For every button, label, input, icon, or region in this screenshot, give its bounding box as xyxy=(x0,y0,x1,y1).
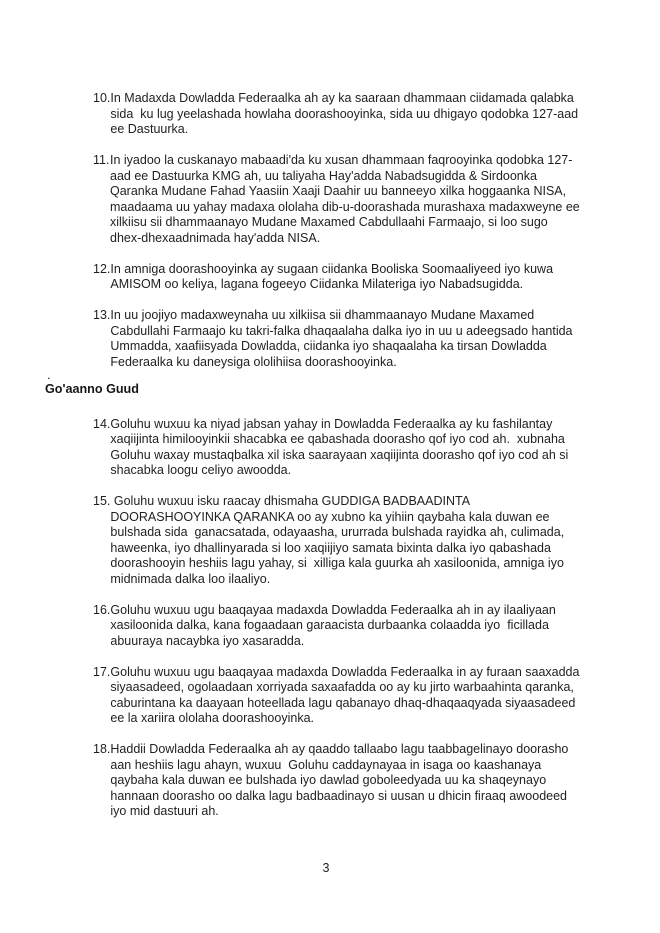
page-number: 3 xyxy=(322,861,330,875)
item-text: Goluhu wuxuu ugu baaqayaa madaxda Dowladda Federaalka in ay furaan saaxadda siyaasadeed, ogolaadaan xorriyada saxaafadda oo ay ku jirto warbaahinta qaranka, caburintana ka daayaan hoteellada lagu qabanayo dhaq-dhaqaaqyada siyaasadeed ee la xariira ololaha doorashooyinka. xyxy=(110,664,583,725)
list-item xyxy=(93,494,660,587)
list-item xyxy=(93,153,660,246)
list-item xyxy=(93,308,660,370)
item-text: Goluhu wuxuu isku raacay dhismaha GUDDIGA BADBAADINTA DOORASHOOYINKA QARANKA oo ay xubno ka yihiin qaybaha kala duwan ee bulshada sida ganacsatada, odayaasha, ururrada bulshada rayidka ah, culimada, haweenka, iyo dhallinyarada si loo xaqiijiyo samata bixinta dalka iyo qabashada doorashooyin heshiis lagu yahay, si xilliga kala guurka ah xasiloonida, amniga iyo midnimada dalka loo ilaaliyo. xyxy=(110,494,568,586)
list-item xyxy=(93,91,660,138)
item-text: In iyadoo la cuskanayo mabaadi'da ku xusan dhammaan faqrooyinka qodobka 127-aad ee Dastuurka KMG ah, uu taliyaha Hay'adda Nabadsugidda & Sirdoonka Qaranka Mudane Fahad Yaasiin Xaaji Daahir uu banneeyo xilka hoggaanka NISA, maadaama uu yahay madaxa ololaha dib-u-doorashada murashaxa madaxweyne ee xilkiisu sii dhammaanayo Mudane Maxamed Cabdullaahi Farmaajo, si loo sugo dhex-dhexaadnimada hay'adda NISA. xyxy=(110,153,584,245)
item-text: In Madaxda Dowladda Federaalka ah ay ka saaraan dhammaan ciidamada qalabka sida ku lug yeelashada howlaha doorashooyinka, sida uu dhigayo qodobka 127-aad ee Dastuurka. xyxy=(110,91,582,136)
stray-period-mark: . xyxy=(47,368,51,382)
item-number: 10. xyxy=(93,91,111,105)
item-text: In amniga doorashooyinka ay sugaan ciidanka Booliska Soomaaliyeed iyo kuwa AMISOM oo keliya, lagana fogeeyo Ciidanka Milateriga iyo Nabadsugidda. xyxy=(110,261,556,291)
numbered-list-items-10-13 xyxy=(0,91,660,370)
item-number: 11. xyxy=(93,153,110,167)
item-number: 18. xyxy=(93,742,111,756)
document-content xyxy=(0,91,660,820)
list-item xyxy=(93,665,660,727)
item-number: 12. xyxy=(93,261,111,276)
numbered-list-items-14-18 xyxy=(0,417,660,820)
item-number: 13. xyxy=(93,308,111,322)
item-text: Goluhu wuxuu ugu baaqayaa madaxda Dowladda Federaalka ah in ay ilaaliyaan xasiloonida dalka, kana fogaadaan garaacista durbaanka colaadda iyo ficillada abuuraya nacaybka iyo xasaradda. xyxy=(110,602,560,648)
item-number: 14. xyxy=(93,416,111,431)
item-number: 15. xyxy=(93,494,111,508)
item-text: Goluhu wuxuu ka niyad jabsan yahay in Dowladda Federaalka ay ku fashilantay xaqiijinta himilooyinkii shacabka ee qabashada doorasho qof iyo cod ah. xubnaha Goluhu waxay mustaqbalka xil iska saarayaan xaqiijinta doorasho qof iyo cod ah si shacabka loogu celiyo awoodda. xyxy=(110,416,572,477)
list-item xyxy=(93,417,660,479)
list-item xyxy=(93,603,660,650)
list-item xyxy=(93,742,660,820)
item-text: Haddii Dowladda Federaalka ah ay qaaddo tallaabo lagu taabbagelinayo doorasho aan heshiis lagu ahayn, wuxuu Goluhu caddaynayaa in isaga oo kaashanaya qaybaha kala duwan ee bulshada iyo dawlad goboleedyada uu ka shaqeynayo hannaan doorasho oo dalka lagu badbaadinayo si uusan u dhicin firaaq awoodeed iyo mid dastuuri ah. xyxy=(110,742,572,818)
section-heading: Go'aanno Guud xyxy=(45,382,139,396)
list-item xyxy=(93,262,660,293)
item-number: 17. xyxy=(93,664,111,679)
item-text: In uu joojiyo madaxweynaha uu xilkiisa sii dhammaanayo Mudane Maxamed Cabdullahi Farmaajo ku takri-falka dhaqaalaha dalka iyo in uu u adeegsado hantida Ummadda, xaafiisyada Dowladda, ciidanka iyo shaqaalaha ka tirsan Dowladda Federaalka ku daneysiga ololihiisa doorashooyinka. xyxy=(110,308,576,369)
item-number: 16. xyxy=(93,602,111,617)
